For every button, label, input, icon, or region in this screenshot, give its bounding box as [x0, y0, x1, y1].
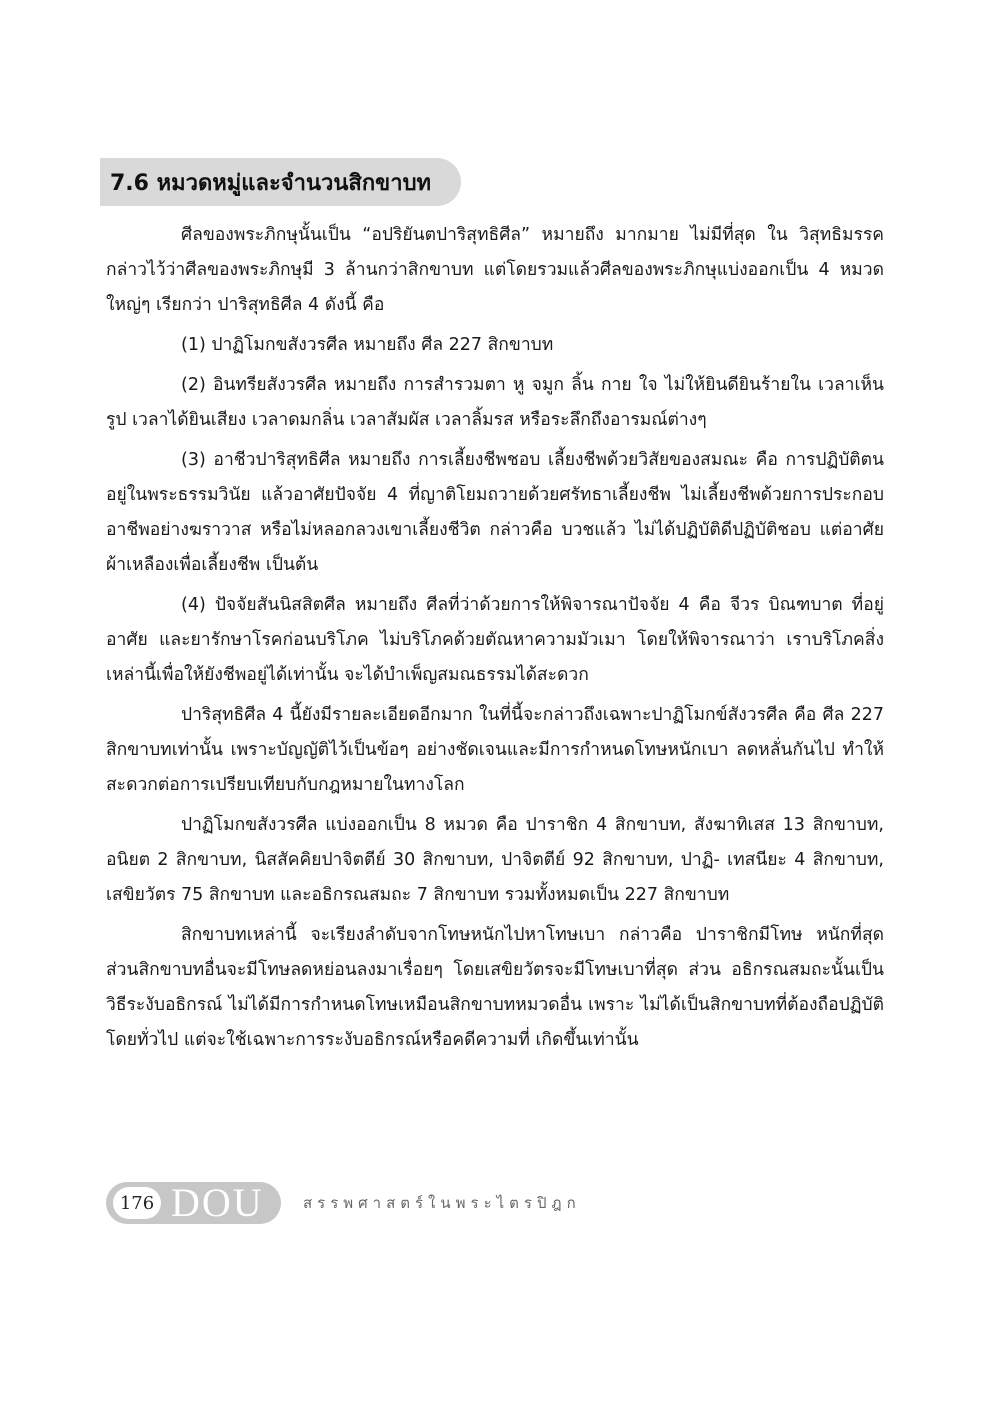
- paragraph-item-1: (1) ปาฏิโมกขสังวรศีล หมายถึง ศีล 227 สิกขาบท: [181, 335, 554, 355]
- paragraph-item-4: (4) ปัจจัยสันนิสสิตศีล หมายถึง ศีลที่ว่าด้วยการให้พิจารณาปัจจัย 4 คือ จีวร บิณฑบาต ที่อยู่อาศัย และยารักษาโรคก่อนบริโภค ไม่บริโภคด้วยตัณหาความมัวเมา โดยให้พิจารณาว่า เราบริโภคสิ่งเหล่านี้เพื่อให้ยังชีพอยู่ได้เท่านั้น จะได้บำเพ็ญสมณธรรมได้สะดวก: [106, 595, 884, 685]
- footer-badge: [106, 1182, 281, 1224]
- page-footer: [106, 1182, 581, 1224]
- section-heading: [100, 158, 461, 206]
- paragraph-item-2: (2) อินทรียสังวรศีล หมายถึง การสำรวมตา หู จมูก ลิ้น กาย ใจ ไม่ให้ยินดียินร้ายใน เวลาเห็นรูป เวลาได้ยินเสียง เวลาดมกลิ่น เวลาสัมผัส เวลาลิ้มรส หรือระลึกถึงอารมณ์ต่างๆ: [106, 375, 884, 430]
- paragraph-item-3: (3) อาชีวปาริสุทธิศีล หมายถึง การเลี้ยงชีพชอบ เลี้ยงชีพด้วยวิสัยของสมณะ คือ การปฏิบัติตนอยู่ในพระธรรมวินัย แล้วอาศัยปัจจัย 4 ที่ญาติโยมถวายด้วยศรัทธาเลี้ยงชีพ ไม่เลี้ยงชีพด้วยการประกอบอาชีพอย่างฆราวาส หรือไม่หลอกลวงเขาเลี้ยงชีวิต กล่าวคือ บวชแล้ว ไม่ได้ปฏิบัติดีปฏิบัติชอบ แต่อาศัยผ้าเหลืองเพื่อเลี้ยงชีพ เป็นต้น: [106, 450, 884, 575]
- paragraph-categories: ปาฏิโมกขสังวรศีล แบ่งออกเป็น 8 หมวด คือ ปาราชิก 4 สิกขาบท, สังฆาทิเสส 13 สิกขาบท, อนิยต 2 สิกขาบท, นิสสัคคิยปาจิตตีย์ 30 สิกขาบท, ปาจิตตีย์ 92 สิกขาบท, ปาฏิ- เทสนียะ 4 สิกขาบท, เสขิยวัตร 75 สิกขาบท และอธิกรณสมถะ 7 สิกขาบท รวมทั้งหมดเป็น 227 สิกขาบท: [106, 815, 884, 905]
- body-text: [106, 218, 884, 1063]
- dou-logo: DOU: [171, 1180, 264, 1225]
- paragraph-ordering: สิกขาบทเหล่านี้ จะเรียงลำดับจากโทษหนักไปหาโทษเบา กล่าวคือ ปาราชิกมีโทษ หนักที่สุด ส่วนสิกขาบทอื่นจะมีโทษลดหย่อนลงมาเรื่อยๆ โดยเสขิยวัตรจะมีโทษเบาที่สุด ส่วน อธิกรณสมถะนั้นเป็นวิธีระงับอธิกรณ์ ไม่ได้มีการกำหนดโทษเหมือนสิกขาบทหมวดอื่น เพราะ ไม่ได้เป็นสิกขาบทที่ต้องถือปฏิบัติโดยทั่วไป แต่จะใช้เฉพาะการระงับอธิกรณ์หรือคดีความที่ เกิดขึ้นเท่านั้น: [106, 925, 884, 1050]
- paragraph-intro: ศีลของพระภิกษุนั้นเป็น “อปริยันตปาริสุทธิศีล” หมายถึง มากมาย ไม่มีที่สุด ใน วิสุทธิมรรคกล่าวไว้ว่าศีลของพระภิกษุมี 3 ล้านกว่าสิกขาบท แต่โดยรวมแล้วศีลของพระภิกษุแบ่งออกเป็น 4 หมวดใหญ่ๆ เรียกว่า ปาริสุทธิศีล 4 ดังนี้ คือ: [106, 225, 884, 315]
- page-number: 176: [113, 1187, 161, 1219]
- section-heading-text: 7.6 หมวดหมู่และจำนวนสิกขาบท: [110, 170, 432, 196]
- paragraph-detail: ปาริสุทธิศีล 4 นี้ยังมีรายละเอียดอีกมาก ในที่นี้จะกล่าวถึงเฉพาะปาฏิโมกข์สังวรศีล คือ ศีล 227 สิกขาบทเท่านั้น เพราะบัญญัติไว้เป็นข้อๆ อย่างชัดเจนและมีการกำหนดโทษหนักเบา ลดหลั่นกันไป ทำให้สะดวกต่อการเปรียบเทียบกับกฎหมายในทางโลก: [106, 705, 884, 795]
- book-title: สรรพศาสตร์ในพระไตรปิฎก: [303, 1194, 581, 1212]
